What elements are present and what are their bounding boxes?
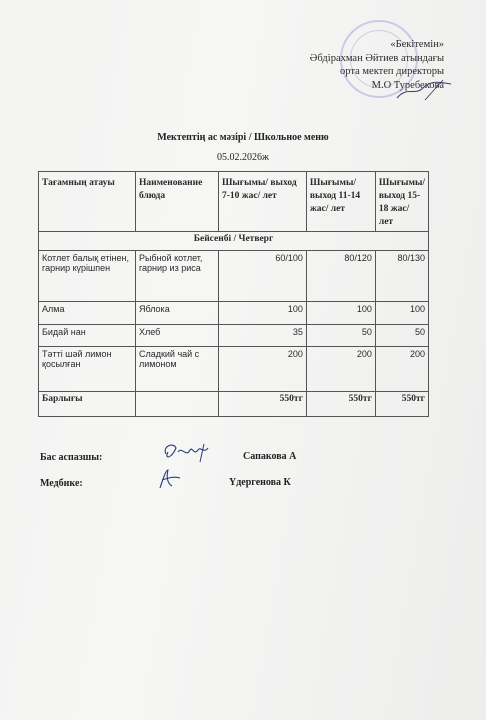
table-row — [39, 325, 429, 347]
cook-label: Бас аспазшы: — [40, 452, 103, 463]
approval-line-4: М.О Туребекова — [371, 79, 444, 91]
cook-name: Сапакова А — [243, 451, 297, 462]
cell-name-ru: Хлеб — [135, 325, 218, 347]
header-name-kz: Тағамның атауы — [39, 172, 136, 232]
cell-yield-11-14: 80/120 — [306, 251, 375, 302]
cell-yield-7-10: 200 — [218, 347, 306, 392]
cell-name-ru: Рыбной котлет, гарнир из риса — [135, 251, 218, 302]
nurse-label: Медбике: — [40, 478, 83, 489]
cell-yield-15-18: 200 — [375, 347, 428, 392]
cook-signature — [160, 440, 220, 466]
cell-yield-11-14: 200 — [306, 347, 375, 392]
cell-name-kz: Тәтті шәй лимон қосылған — [39, 347, 136, 392]
header-yield-11-14: Шығымы/ выход 11-14 жас/ лет — [306, 172, 375, 232]
approval-line-1: «Бекітемін» — [390, 39, 444, 50]
total-11-14: 550тг — [306, 392, 375, 417]
header-name-ru: Наименование блюда — [135, 172, 218, 232]
total-row — [39, 392, 429, 417]
cell-yield-15-18: 100 — [375, 302, 428, 325]
header-yield-15-18: Шығымы/ выход 15-18 жас/ лет — [375, 172, 428, 232]
cell-yield-7-10: 35 — [218, 325, 306, 347]
menu-table — [38, 171, 429, 417]
total-15-18: 550тг — [375, 392, 428, 417]
page-title: Мектептің ас мәзірі / Школьное меню — [157, 132, 329, 143]
cell-name-kz: Котлет балық етінен, гарнир күрішпен — [39, 251, 136, 302]
cell-yield-11-14: 100 — [306, 302, 375, 325]
nurse-name: Үдергенова К — [229, 477, 291, 488]
approval-line-2: Әбдірахман Әйтиев атындағы — [309, 52, 444, 64]
cell-yield-11-14: 50 — [306, 325, 375, 347]
cell-yield-7-10: 60/100 — [218, 251, 306, 302]
cell-name-ru: Яблока — [135, 302, 218, 325]
table-row — [39, 347, 429, 392]
table-header-row — [39, 172, 429, 232]
nurse-signature — [150, 466, 190, 492]
cell-yield-7-10: 100 — [218, 302, 306, 325]
table-row — [39, 251, 429, 302]
menu-date: 05.02.2026ж — [217, 152, 269, 163]
total-label: Барлығы — [39, 392, 136, 417]
cell-yield-15-18: 80/130 — [375, 251, 428, 302]
cell-yield-15-18: 50 — [375, 325, 428, 347]
director-signature — [395, 78, 455, 104]
day-row — [39, 232, 429, 251]
cell-name-kz: Алма — [39, 302, 136, 325]
table-row — [39, 302, 429, 325]
day-label: Бейсенбі / Четверг — [39, 232, 429, 251]
cell-name-kz: Бидай нан — [39, 325, 136, 347]
approval-line-3: орта мектеп директоры — [340, 66, 444, 77]
total-7-10: 550тг — [218, 392, 306, 417]
total-empty-cell — [135, 392, 218, 417]
cell-name-ru: Сладкий чай с лимоном — [135, 347, 218, 392]
header-yield-7-10: Шығымы/ выход 7-10 жас/ лет — [218, 172, 306, 232]
